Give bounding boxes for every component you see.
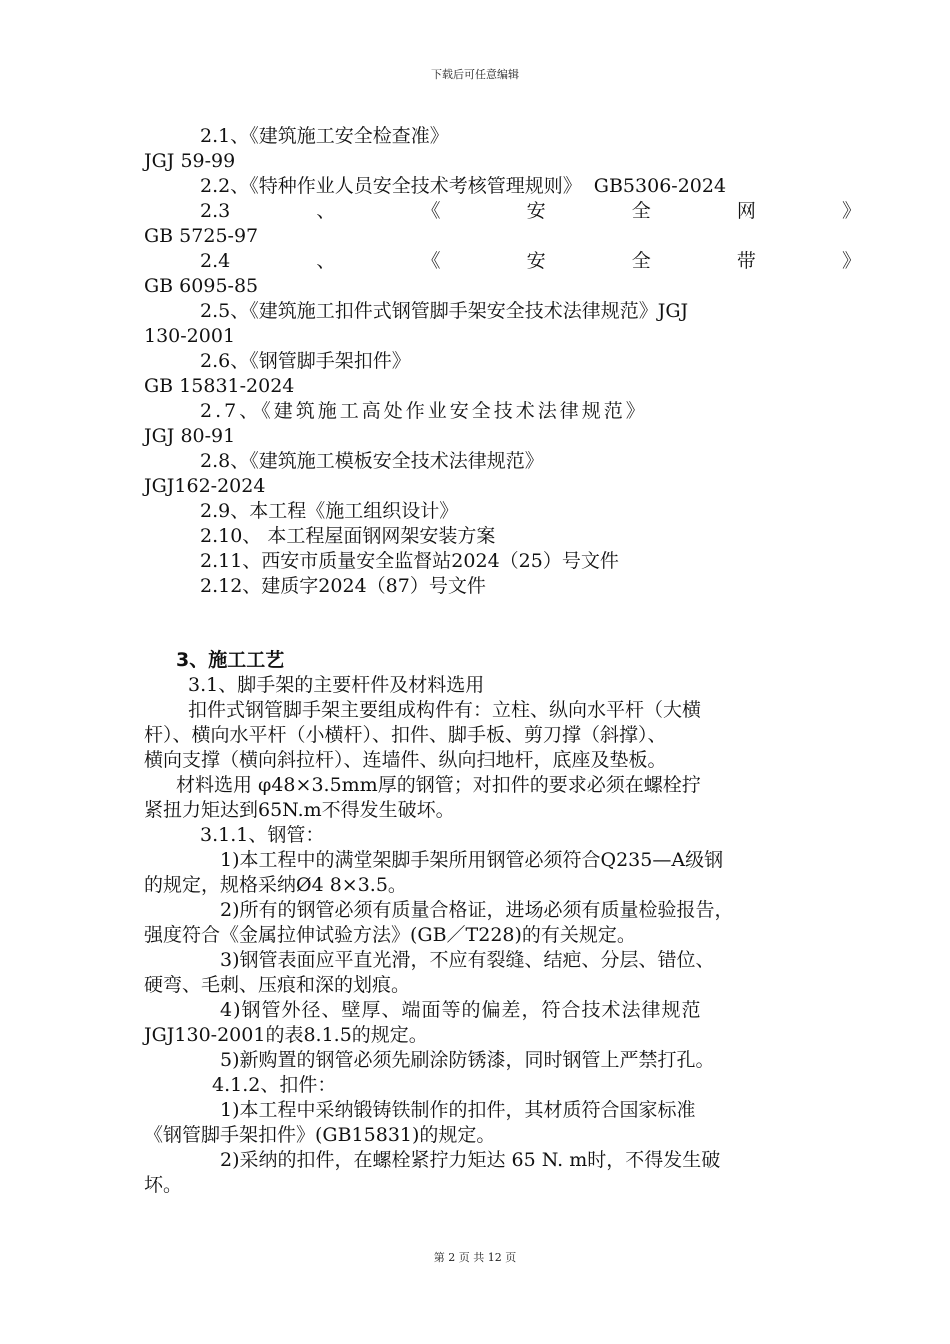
steel-item-4a: 4)钢管外径、壁厚、端面等的偏差，符合技术法律规范 xyxy=(220,999,702,1021)
para-components-2: 杆）、横向水平杆（小横杆）、扣件、脚手板、剪刀撑（斜撑）、 xyxy=(144,724,667,746)
ref-2-1: 2.1、《建筑施工安全检查准》 xyxy=(200,125,449,147)
steel-item-1a: 1)本工程中的满堂架脚手架所用钢管必须符合Q235—A级钢 xyxy=(220,849,724,871)
para-material-2: 紧扭力矩达到65N.m不得发生破坏。 xyxy=(144,799,455,821)
steel-item-3a: 3)钢管表面应平直光滑，不应有裂缝、结疤、分层、错位、 xyxy=(220,949,715,971)
ref-2-4 xyxy=(200,249,861,273)
page-footer: 第 2 页 共 12 页 xyxy=(433,1251,517,1264)
ref-2-4-part: 、 xyxy=(316,250,336,272)
para-material-1: 材料选用 φ48×3.5mm厚的钢管；对扣件的要求必须在螺栓拧 xyxy=(176,774,701,796)
steel-item-1b: 的规定，规格采纳Ø4 8×3.5。 xyxy=(144,874,407,896)
ref-2-3-part: 、 xyxy=(316,200,336,222)
steel-item-5: 5)新购置的钢管必须先刷涂防锈漆，同时钢管上严禁打孔。 xyxy=(220,1049,715,1071)
ref-2-11: 2.11、西安市质量安全监督站2024（25）号文件 xyxy=(200,550,619,572)
coupler-item-1b: 《钢管脚手架扣件》(GB15831)的规定。 xyxy=(144,1124,496,1146)
ref-2-1-code: JGJ 59-99 xyxy=(144,150,236,172)
ref-2-4-part: 《 xyxy=(421,250,441,272)
subsection-4-1-2: 4.1.2、扣件： xyxy=(212,1074,337,1096)
ref-2-3-part: 网 xyxy=(736,200,756,222)
steel-item-4b: JGJ130-2001的表8.1.5的规定。 xyxy=(144,1024,428,1046)
coupler-item-2a: 2)采纳的扣件，在螺栓紧拧力矩达 65 N. m时，不得发生破 xyxy=(220,1149,721,1171)
ref-2-8: 2.8、《建筑施工模板安全技术法律规范》 xyxy=(200,450,544,472)
steel-item-3b: 硬弯、毛刺、压痕和深的划痕。 xyxy=(144,974,411,996)
page-header: 下载后可任意编辑 xyxy=(431,68,519,81)
coupler-item-1a: 1)本工程中采纳锻铸铁制作的扣件，其材质符合国家标准 xyxy=(220,1099,696,1121)
ref-2-3-part: 安 xyxy=(526,200,546,222)
ref-2-3-code: GB 5725-97 xyxy=(144,225,259,247)
steel-item-2b: 强度符合《金属拉伸试验方法》(GB／T228)的有关规定。 xyxy=(144,924,636,946)
coupler-item-2b: 坏。 xyxy=(144,1174,183,1196)
ref-2-3-part: 《 xyxy=(421,200,441,222)
ref-2-4-part: 安 xyxy=(526,250,546,272)
subsection-3-1: 3.1、脚手架的主要杆件及材料选用 xyxy=(188,674,485,696)
ref-2-12: 2.12、建质字2024（87）号文件 xyxy=(200,575,486,597)
ref-2-6: 2.6、《钢管脚手架扣件》 xyxy=(200,350,411,372)
steel-item-2a: 2)所有的钢管必须有质量合格证，进场必须有质量检验报告， xyxy=(220,899,734,921)
ref-2-2: 2.2、《特种作业人员安全技术考核管理规则》 GB5306-2024 xyxy=(200,175,727,197)
ref-2-4-part: 2.4 xyxy=(200,250,231,272)
para-components-3: 横向支撑（横向斜拉杆）、连墙件、纵向扫地杆，底座及垫板。 xyxy=(144,749,667,771)
ref-2-3-part: 全 xyxy=(631,200,651,222)
ref-2-3-part: 2.3 xyxy=(200,200,231,222)
ref-2-4-part: 带 xyxy=(736,250,756,272)
ref-2-5: 2.5、《建筑施工扣件式钢管脚手架安全技术法律规范》JGJ xyxy=(200,300,689,322)
para-components-1: 扣件式钢管脚手架主要组成构件有：立柱、纵向水平杆（大横 xyxy=(188,699,702,721)
ref-2-5-code: 130-2001 xyxy=(144,325,236,347)
ref-2-3 xyxy=(200,199,861,223)
ref-2-9: 2.9、本工程《施工组织设计》 xyxy=(200,500,459,522)
section-3-heading: 3、施工工艺 xyxy=(176,649,285,671)
ref-2-3-part: 》 xyxy=(841,200,861,222)
ref-2-8-code: JGJ162-2024 xyxy=(144,475,266,497)
ref-2-6-code: GB 15831-2024 xyxy=(144,375,295,397)
ref-2-10: 2.10、 本工程屋面钢网架安装方案 xyxy=(200,525,496,547)
ref-2-7: 2.7、《建筑施工高处作业安全技术法律规范》 xyxy=(200,400,648,422)
subsection-3-1-1: 3.1.1、钢管： xyxy=(200,824,325,846)
ref-2-7-code: JGJ 80-91 xyxy=(144,425,236,447)
ref-2-4-part: 全 xyxy=(631,250,651,272)
ref-2-4-part: 》 xyxy=(841,250,861,272)
ref-2-4-code: GB 6095-85 xyxy=(144,275,259,297)
